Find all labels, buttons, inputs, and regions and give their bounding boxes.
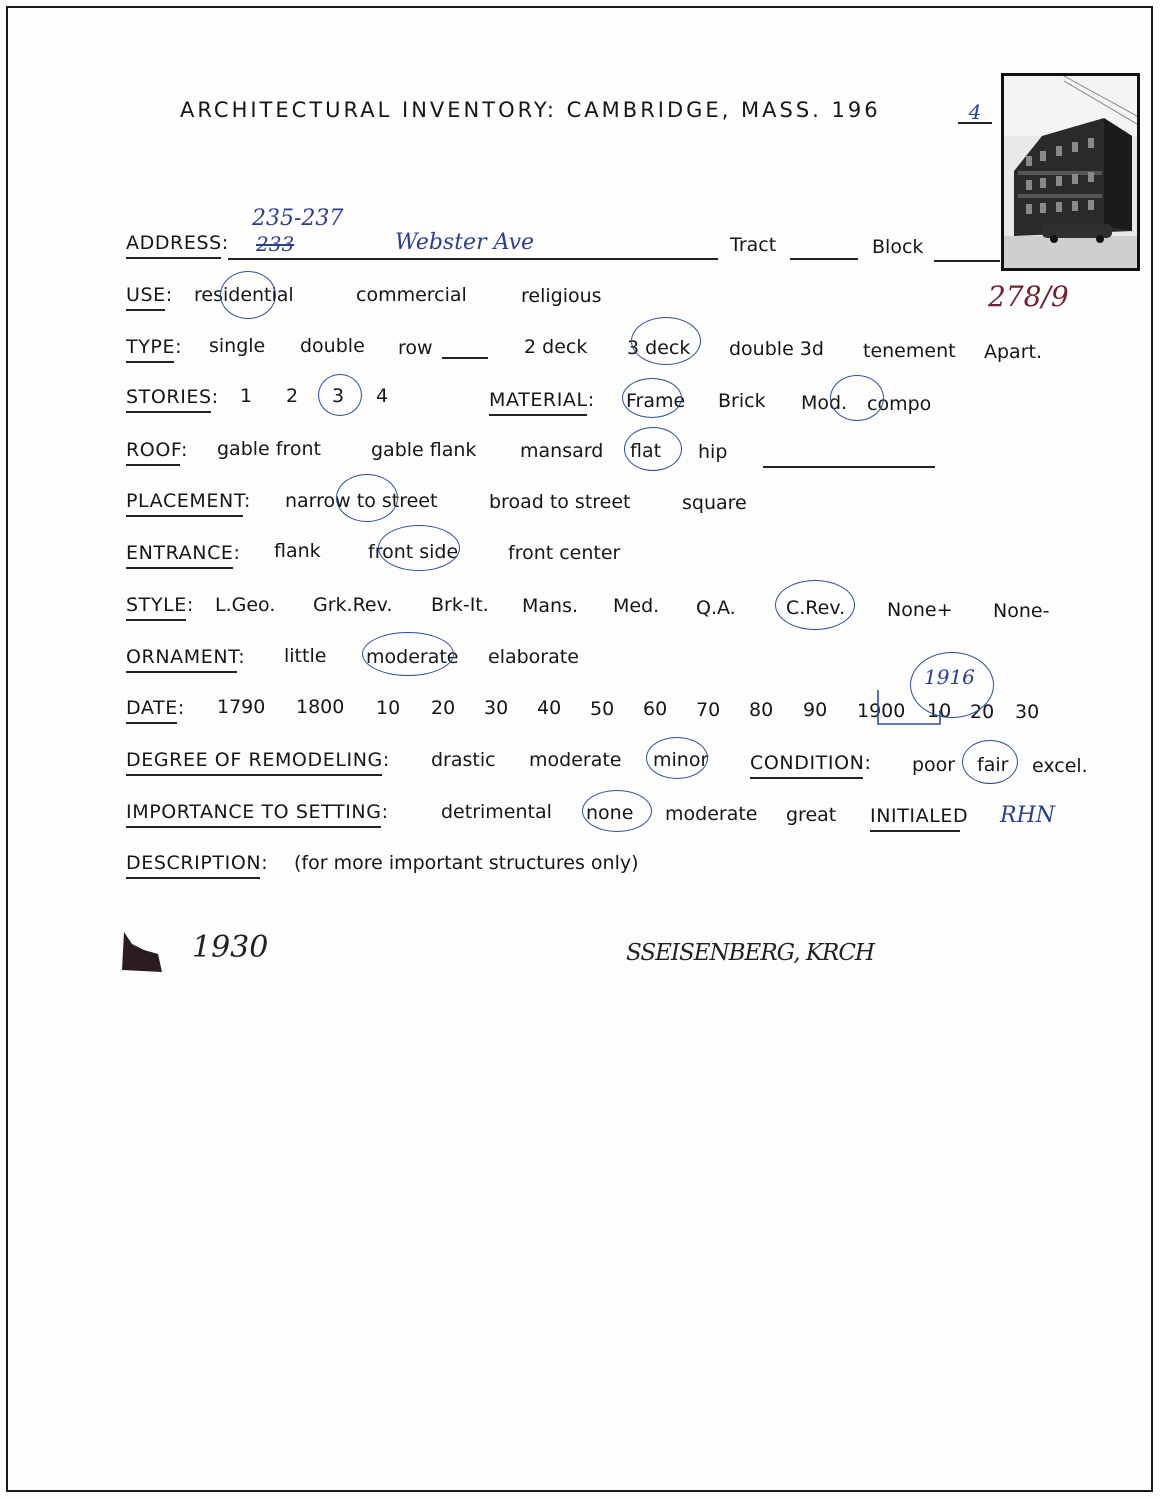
placement-label: PLACEMENT: (126, 490, 251, 512)
material-option-compo: compo (867, 393, 932, 415)
ornament-option-little: little (284, 645, 327, 667)
date-option-1930: 30 (1015, 701, 1040, 723)
form-title: ARCHITECTURAL INVENTORY: CAMBRIDGE, MASS. 196 (180, 98, 881, 122)
use-label: USE: (126, 284, 173, 306)
entrance-option-front-center: front center (508, 542, 621, 564)
type-option-tenement: tenement (863, 340, 956, 362)
date-option-30: 30 (484, 697, 509, 719)
description-label: DESCRIPTION: (126, 852, 269, 874)
tract-label: Tract (730, 234, 777, 256)
note-date-handwritten: 1930 (192, 930, 269, 965)
address-number-handwritten: 235-237 (252, 206, 344, 231)
stories-option-3: 3 (332, 385, 345, 407)
date-option-50: 50 (590, 698, 615, 720)
material-option-mod: Mod. (801, 392, 848, 414)
building-photo (1001, 73, 1140, 271)
placement-option-narrow: narrow to street (285, 490, 438, 512)
date-option-10: 10 (376, 697, 401, 719)
roof-option-hip: hip (698, 441, 728, 463)
stories-label: STORIES: (126, 386, 219, 408)
style-option-mans: Mans. (522, 595, 579, 617)
type-option-2-deck: 2 deck (524, 336, 588, 358)
importance-option-great: great (786, 804, 837, 826)
remodeling-option-minor: minor (653, 749, 709, 771)
importance-label: IMPORTANCE TO SETTING: (126, 801, 389, 823)
building-photo-icon (1004, 76, 1137, 268)
material-option-brick: Brick (718, 390, 766, 412)
date-option-1910: 10 (927, 700, 952, 722)
initialed-label: INITIALED (870, 805, 969, 827)
date-option-90: 90 (803, 699, 828, 721)
roof-option-mansard: mansard (520, 440, 604, 462)
use-option-religious: religious (521, 285, 602, 307)
date-option-70: 70 (696, 699, 721, 721)
date-option-1790: 1790 (217, 696, 266, 718)
use-option-commercial: commercial (356, 284, 467, 306)
type-row-line (442, 357, 488, 359)
roof-option-gable-flank: gable flank (371, 439, 477, 461)
date-option-1900: 1900 (857, 700, 906, 722)
remodeling-label: DEGREE OF REMODELING: (126, 749, 390, 771)
entrance-label: ENTRANCE: (126, 542, 241, 564)
style-option-qa: Q.A. (696, 597, 736, 619)
condition-option-excel: excel. (1032, 755, 1088, 777)
style-option-none-plus: None+ (887, 599, 953, 621)
reference-number-handwritten: 278/9 (988, 280, 1069, 313)
material-label: MATERIAL: (489, 389, 595, 411)
style-label: STYLE: (126, 594, 194, 616)
style-option-med: Med. (613, 595, 660, 617)
type-option-double: double (300, 335, 365, 357)
description-note: (for more important structures only) (294, 852, 639, 874)
style-option-none-minus: None- (993, 600, 1050, 622)
date-bracket-mark (870, 688, 948, 732)
date-option-80: 80 (749, 699, 774, 721)
address-line (228, 258, 718, 260)
roof-option-gable-front: gable front (217, 438, 321, 460)
tract-line (790, 258, 858, 260)
date-handwritten: 1916 (924, 665, 975, 689)
condition-option-fair: fair (977, 754, 1009, 776)
material-option-frame: Frame (626, 390, 686, 412)
type-label: TYPE: (126, 336, 183, 358)
date-label: DATE: (126, 697, 185, 719)
ornament-option-moderate: moderate (366, 646, 459, 668)
date-option-60: 60 (643, 698, 668, 720)
condition-option-poor: poor (912, 754, 956, 776)
style-option-c-rev: C.Rev. (786, 597, 846, 619)
ornament-label: ORNAMENT: (126, 646, 246, 668)
address-number-struck: 233 (256, 232, 295, 256)
style-option-brk-it: Brk-It. (431, 594, 489, 616)
type-option-double-3d: double 3d (729, 338, 824, 360)
remodeling-option-drastic: drastic (431, 749, 496, 771)
style-option-grk-rev: Grk.Rev. (313, 594, 393, 616)
address-label: ADDRESS: (126, 232, 229, 254)
block-label: Block (872, 236, 924, 258)
type-option-3-deck: 3 deck (627, 337, 691, 359)
date-option-1920: 20 (970, 701, 995, 723)
importance-option-detrimental: detrimental (441, 801, 552, 823)
use-option-residential: residential (194, 284, 294, 306)
remodeling-option-moderate: moderate (529, 749, 622, 771)
signature-handwritten: SSEISENBERG, KRCH (626, 940, 874, 966)
year-handwritten: 4 (958, 102, 992, 124)
placement-option-square: square (682, 492, 747, 514)
type-option-apart: Apart. (984, 341, 1043, 363)
date-option-1800: 1800 (296, 696, 345, 718)
roof-option-flat: flat (630, 440, 662, 462)
style-option-l-geo: L.Geo. (215, 594, 276, 616)
condition-label: CONDITION: (750, 752, 872, 774)
block-line (934, 260, 1000, 262)
stories-option-1: 1 (240, 385, 253, 407)
entrance-option-front-side: front side (368, 541, 459, 563)
address-street-handwritten: Webster Ave (395, 230, 535, 255)
ornament-option-elaborate: elaborate (488, 646, 579, 668)
entrance-option-flank: flank (274, 540, 321, 562)
type-option-row: row (398, 337, 433, 359)
date-option-40: 40 (537, 697, 562, 719)
importance-option-moderate: moderate (665, 803, 758, 825)
ink-blot-mark (118, 928, 166, 974)
stories-option-2: 2 (286, 385, 299, 407)
importance-option-none: none (586, 802, 634, 824)
initialed-handwritten: RHN (1000, 803, 1055, 828)
roof-other-line (763, 466, 935, 468)
type-option-single: single (209, 335, 266, 357)
date-option-20: 20 (431, 697, 456, 719)
placement-option-broad: broad to street (489, 491, 631, 513)
stories-option-4: 4 (376, 385, 389, 407)
roof-label: ROOF: (126, 439, 188, 461)
